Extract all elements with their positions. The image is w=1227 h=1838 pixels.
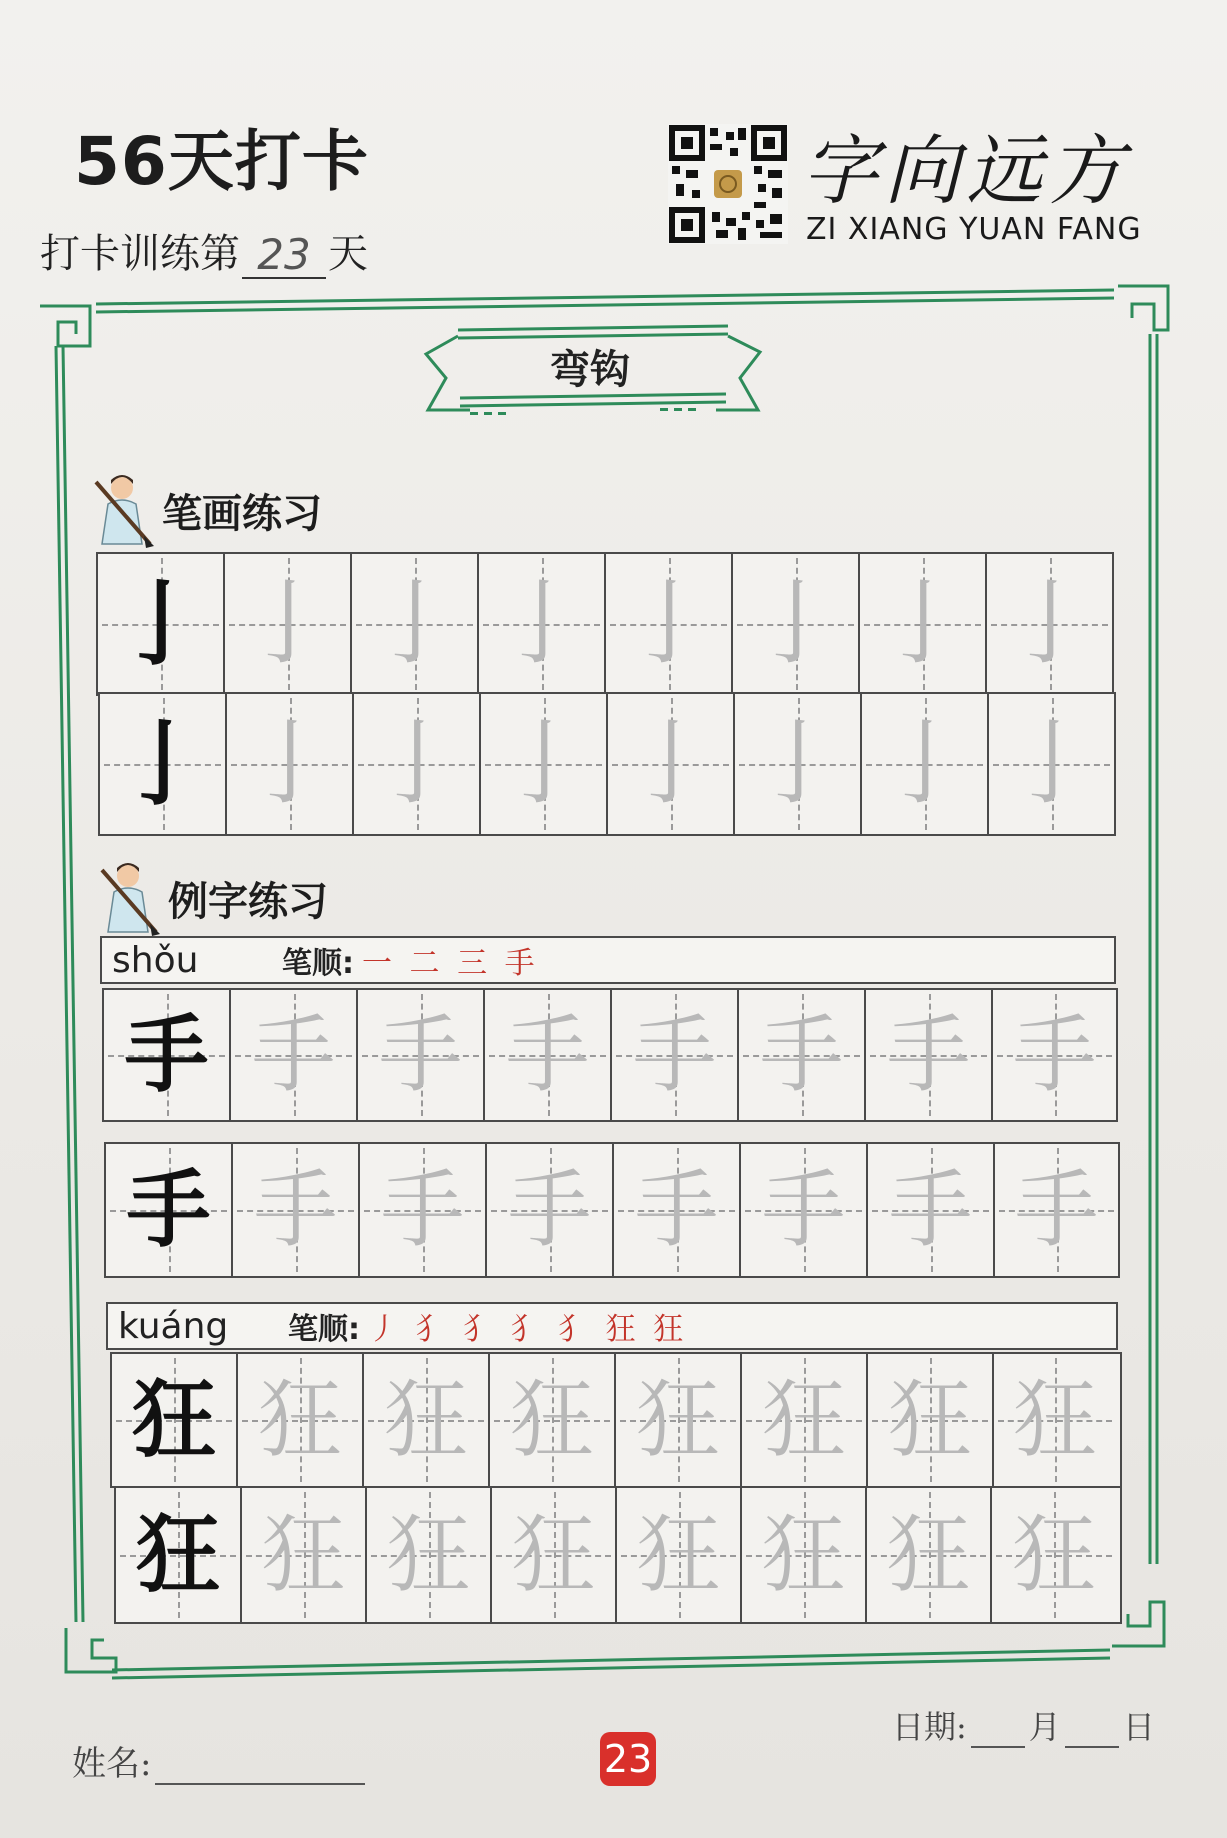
practice-cell-trace[interactable] xyxy=(352,554,479,694)
example-trace-char: 手 xyxy=(1014,1161,1099,1259)
example-cell-trace[interactable] xyxy=(739,990,866,1120)
practice-cell-trace[interactable] xyxy=(481,694,608,834)
example-cell-trace[interactable] xyxy=(868,1144,995,1276)
month-input-line[interactable] xyxy=(971,1718,1025,1748)
example-trace-char: 手 xyxy=(378,1006,463,1104)
day-suffix: 天 xyxy=(328,231,368,277)
example-cell-trace[interactable] xyxy=(612,990,739,1120)
example-cell-trace[interactable] xyxy=(242,1488,367,1622)
lesson-banner: 弯钩 xyxy=(550,347,630,393)
date-field xyxy=(892,1702,1155,1748)
example-cell-model xyxy=(112,1354,238,1486)
example-cell-trace[interactable] xyxy=(360,1144,487,1276)
example-cell-trace[interactable] xyxy=(994,1354,1116,1486)
stroke-trace-glyph: 亅 xyxy=(624,710,717,817)
stroke-trace-glyph: 亅 xyxy=(370,710,463,817)
example-cell-trace[interactable] xyxy=(867,1488,992,1622)
example-practice-heading xyxy=(98,858,328,938)
stroke-practice-heading xyxy=(92,470,322,550)
stroke-practice-row-1 xyxy=(96,552,1114,696)
stroke-trace-glyph: 亅 xyxy=(495,570,588,677)
example-row-kuang-1 xyxy=(110,1352,1122,1488)
practice-cell-trace[interactable] xyxy=(608,694,735,834)
example-cell-model xyxy=(106,1144,233,1276)
stroke-order-label: 笔顺: xyxy=(282,946,354,981)
date-label: 日期: xyxy=(892,1708,967,1746)
example-cell-model xyxy=(116,1488,242,1622)
example-trace-char: 狂 xyxy=(887,1371,972,1469)
day-input-line[interactable] xyxy=(1065,1718,1119,1748)
example-cell-trace[interactable] xyxy=(364,1354,490,1486)
example-trace-char: 狂 xyxy=(886,1506,971,1604)
stroke-trace-glyph: 亅 xyxy=(497,710,590,817)
name-field xyxy=(72,1736,365,1785)
example-cell-trace[interactable] xyxy=(742,1488,867,1622)
stroke-trace-glyph: 亅 xyxy=(1005,710,1098,817)
section-title-example: 例字练习 xyxy=(168,878,328,925)
brand-romanization: ZI XIANG YUAN FANG xyxy=(806,212,1142,247)
example-trace-char: 手 xyxy=(632,1006,717,1104)
practice-cell-trace[interactable] xyxy=(733,554,860,694)
stroke-trace-glyph: 亅 xyxy=(622,570,715,677)
example-cell-trace[interactable] xyxy=(992,1488,1116,1622)
pinyin-label: kuáng xyxy=(118,1305,229,1347)
example-trace-char: 狂 xyxy=(635,1371,720,1469)
example-cell-trace[interactable] xyxy=(866,990,993,1120)
example-cell-trace[interactable] xyxy=(490,1354,616,1486)
example-cell-model xyxy=(104,990,231,1120)
example-trace-char: 狂 xyxy=(761,1506,846,1604)
example-model-char: 手 xyxy=(124,1005,209,1104)
example-trace-char: 手 xyxy=(1012,1006,1097,1104)
example-cell-trace[interactable] xyxy=(238,1354,364,1486)
stroke-trace-glyph: 亅 xyxy=(876,570,969,677)
example-trace-char: 手 xyxy=(380,1161,465,1259)
example-trace-char: 手 xyxy=(251,1006,336,1104)
brand-logo-text: 字向远方 xyxy=(802,126,1130,215)
stroke-trace-glyph: 亅 xyxy=(749,570,842,677)
example-trace-char: 手 xyxy=(253,1161,338,1259)
scholar-figure-icon xyxy=(92,470,156,550)
scholar-figure-icon xyxy=(98,858,162,938)
example-trace-char: 狂 xyxy=(257,1371,342,1469)
day-prefix: 打卡训练第 xyxy=(40,231,240,277)
example-cell-trace[interactable] xyxy=(487,1144,614,1276)
practice-cell-trace[interactable] xyxy=(735,694,862,834)
example-model-char: 狂 xyxy=(131,1370,216,1469)
example-cell-trace[interactable] xyxy=(742,1354,868,1486)
example-trace-char: 狂 xyxy=(636,1506,721,1604)
stroke-order-steps: 丿 犭 犭 犭 犭 狂 狂 xyxy=(368,1312,688,1347)
example-cell-trace[interactable] xyxy=(233,1144,360,1276)
stroke-order-label: 笔顺: xyxy=(288,1312,360,1347)
example-cell-trace[interactable] xyxy=(492,1488,617,1622)
example-cell-trace[interactable] xyxy=(741,1144,868,1276)
example-cell-trace[interactable] xyxy=(616,1354,742,1486)
practice-cell-trace[interactable] xyxy=(862,694,989,834)
example-trace-char: 手 xyxy=(634,1161,719,1259)
example-cell-trace[interactable] xyxy=(485,990,612,1120)
example-row-kuang-2 xyxy=(114,1486,1122,1624)
example-cell-trace[interactable] xyxy=(358,990,485,1120)
practice-cell-trace[interactable] xyxy=(987,554,1112,694)
stroke-trace-glyph: 亅 xyxy=(1003,570,1096,677)
example-trace-char: 狂 xyxy=(1011,1506,1096,1604)
example-info-bar-kuang xyxy=(106,1302,1118,1350)
example-model-char: 狂 xyxy=(135,1505,220,1604)
practice-cell-model xyxy=(100,694,227,834)
stroke-model-glyph: 亅 xyxy=(116,710,209,818)
practice-cell-trace[interactable] xyxy=(225,554,352,694)
example-cell-trace[interactable] xyxy=(231,990,358,1120)
practice-cell-model xyxy=(98,554,225,694)
example-trace-char: 狂 xyxy=(511,1506,596,1604)
example-trace-char: 手 xyxy=(888,1161,973,1259)
example-trace-char: 手 xyxy=(507,1161,592,1259)
practice-cell-trace[interactable] xyxy=(479,554,606,694)
example-trace-char: 手 xyxy=(505,1006,590,1104)
example-trace-char: 狂 xyxy=(1012,1371,1097,1469)
month-label: 月 xyxy=(1028,1708,1061,1746)
practice-cell-trace[interactable] xyxy=(606,554,733,694)
example-trace-char: 狂 xyxy=(383,1371,468,1469)
stroke-trace-glyph: 亅 xyxy=(241,570,334,677)
page-title: 56天打卡 xyxy=(74,123,369,200)
example-trace-char: 手 xyxy=(759,1006,844,1104)
example-cell-trace[interactable] xyxy=(993,990,1116,1120)
stroke-practice-row-2 xyxy=(98,692,1116,836)
name-input-line[interactable] xyxy=(155,1753,365,1785)
example-info-bar-shou xyxy=(100,936,1116,984)
example-trace-char: 狂 xyxy=(761,1371,846,1469)
example-cell-trace[interactable] xyxy=(614,1144,741,1276)
example-row-shou-2 xyxy=(104,1142,1120,1278)
example-cell-trace[interactable] xyxy=(995,1144,1118,1276)
example-cell-trace[interactable] xyxy=(367,1488,492,1622)
example-trace-char: 狂 xyxy=(261,1506,346,1604)
stroke-order-steps: 一 二 三 手 xyxy=(362,946,539,981)
stroke-trace-glyph: 亅 xyxy=(243,710,336,817)
stroke-trace-glyph: 亅 xyxy=(368,570,461,677)
day-label: 日 xyxy=(1122,1708,1155,1746)
section-title-stroke: 笔画练习 xyxy=(162,490,322,537)
stroke-trace-glyph: 亅 xyxy=(878,710,971,817)
practice-cell-trace[interactable] xyxy=(989,694,1114,834)
stroke-trace-glyph: 亅 xyxy=(751,710,844,817)
example-trace-char: 手 xyxy=(761,1161,846,1259)
example-row-shou-1 xyxy=(102,988,1118,1122)
example-cell-trace[interactable] xyxy=(868,1354,994,1486)
day-number-field[interactable]: 23 xyxy=(242,233,326,279)
practice-cell-trace[interactable] xyxy=(227,694,354,834)
stroke-model-glyph: 亅 xyxy=(114,570,207,678)
example-trace-char: 狂 xyxy=(386,1506,471,1604)
practice-cell-trace[interactable] xyxy=(860,554,987,694)
example-trace-char: 狂 xyxy=(509,1371,594,1469)
example-cell-trace[interactable] xyxy=(617,1488,742,1622)
page-number-badge: 23 xyxy=(600,1732,656,1786)
example-trace-char: 手 xyxy=(886,1006,971,1104)
name-label: 姓名: xyxy=(72,1744,152,1784)
pinyin-label: shǒu xyxy=(112,939,199,981)
practice-cell-trace[interactable] xyxy=(354,694,481,834)
example-model-char: 手 xyxy=(126,1160,211,1259)
